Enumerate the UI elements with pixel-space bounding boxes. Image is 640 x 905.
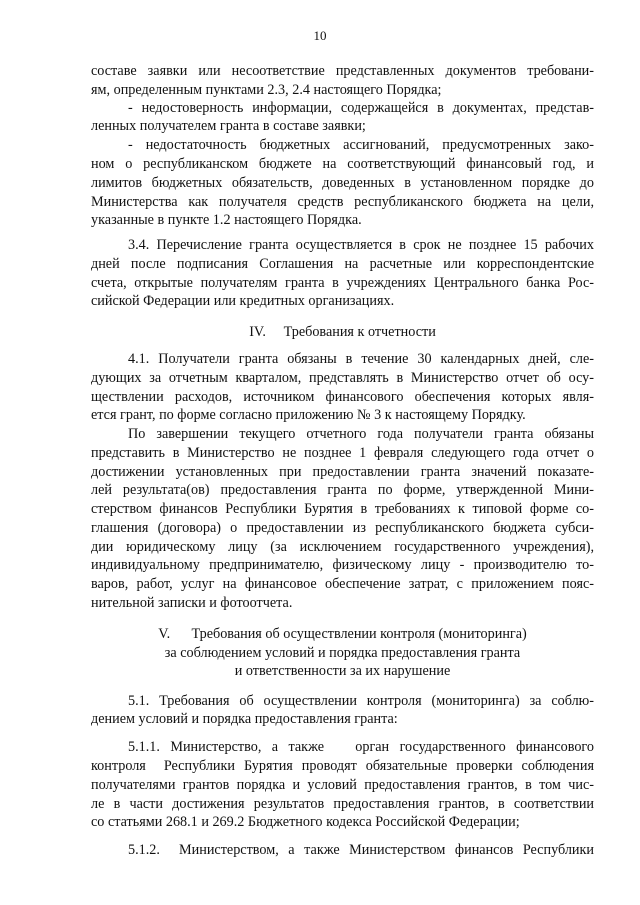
text-line: индивидуальному предпринимателю, физическому лицу - производителю то- bbox=[91, 557, 594, 573]
text-line: варов, работ, услуг на финансовое обеспечение затрат, с приложением пояс- bbox=[91, 576, 594, 592]
text-line: достижении установленных при предоставлении гранта значений показате- bbox=[91, 464, 594, 480]
text-line: 5.1.1. Министерство, а также орган государственного финансового bbox=[128, 739, 594, 755]
text-line: дии юридическому лицу (за исключением государственного учреждения), bbox=[91, 539, 594, 555]
text-line: ется грант, по форме согласно приложению № 3 к настоящему Порядку. bbox=[91, 407, 526, 423]
section-heading: IV. Требования к отчетности bbox=[249, 324, 436, 340]
text-line: представить в Министерство не позднее 1 февраля следующего года отчет о bbox=[91, 445, 594, 461]
text-line: глашения (договора) о предоставлении из республиканского бюджета субси- bbox=[91, 520, 594, 536]
text-line: сийской Федерации или кредитных организациях. bbox=[91, 293, 395, 309]
page-number: 10 bbox=[313, 28, 327, 43]
text-line: нительной записки и фотоотчета. bbox=[91, 595, 293, 611]
text-line: дующих за отчетным кварталом, представлять в Министерство отчет об осу- bbox=[91, 370, 594, 386]
text-line: лимитов бюджетных обязательств, доведенных в установленном порядке до bbox=[91, 175, 594, 191]
text-line: ленных получателем гранта в составе заявки; bbox=[91, 118, 366, 134]
section-heading: V. Требования об осуществлении контроля (мониторинга) bbox=[158, 626, 527, 642]
text-line: составе заявки или несоответствие представленных документов требовани- bbox=[91, 63, 594, 79]
text-line: 3.4. Перечисление гранта осуществляется в срок не позднее 15 рабочих bbox=[128, 237, 594, 253]
text-line: получателями грантов порядка и условий предоставления грантов, в том чис- bbox=[91, 777, 594, 793]
text-line: 5.1.2. Министерством, а также Министерством финансов Республики bbox=[128, 842, 594, 858]
text-line: 5.1. Требования об осуществлении контроля (мониторинга) за соблю- bbox=[128, 693, 594, 709]
text-line: лей результата(ов) предоставления гранта по форме, утвержденной Мини- bbox=[91, 482, 594, 498]
text-line: По завершении текущего отчетного года получатели гранта обязаны bbox=[128, 426, 594, 442]
text-line: ле в части достижения результатов предоставления грантов, в соответствии bbox=[91, 796, 594, 812]
section-heading: и ответственности за их нарушение bbox=[234, 663, 451, 679]
text-line: стерством финансов Республики Бурятия в требованиях к типовой форме со- bbox=[91, 501, 594, 517]
text-line: ном о республиканском бюджете на соответствующий финансовый год, и bbox=[91, 156, 594, 172]
text-line: Министерства как получателя средств республиканского бюджета на цели, bbox=[91, 194, 594, 210]
text-line: ям, определенным пунктами 2.3, 2.4 настоящего Порядка; bbox=[91, 82, 442, 98]
section-heading: за соблюдением условий и порядка предоставления гранта bbox=[164, 645, 521, 661]
text-line: - недостоверность информации, содержащейся в документах, представ- bbox=[128, 100, 594, 116]
text-line: дением условий и порядка предоставления гранта: bbox=[91, 711, 398, 727]
text-line: счета, открытые получателям гранта в учреждениях Центрального банка Рос- bbox=[91, 275, 594, 291]
text-line: ществлении расходов, источником финансового обеспечения которых явля- bbox=[91, 389, 594, 405]
text-line: 4.1. Получатели гранта обязаны в течение 30 календарных дней, сле- bbox=[128, 351, 594, 367]
text-line: со статьями 268.1 и 269.2 Бюджетного кодекса Российской Федерации; bbox=[91, 814, 520, 830]
text-line: контроля Республики Бурятия проводят обязательные проверки соблюдения bbox=[91, 758, 594, 774]
text-line: - недостаточность бюджетных ассигнований, предусмотренных зако- bbox=[128, 137, 594, 153]
text-line: указанные в пункте 1.2 настоящего Порядка. bbox=[91, 212, 362, 228]
text-line: дней после подписания Соглашения на расчетные или корреспондентские bbox=[91, 256, 594, 272]
